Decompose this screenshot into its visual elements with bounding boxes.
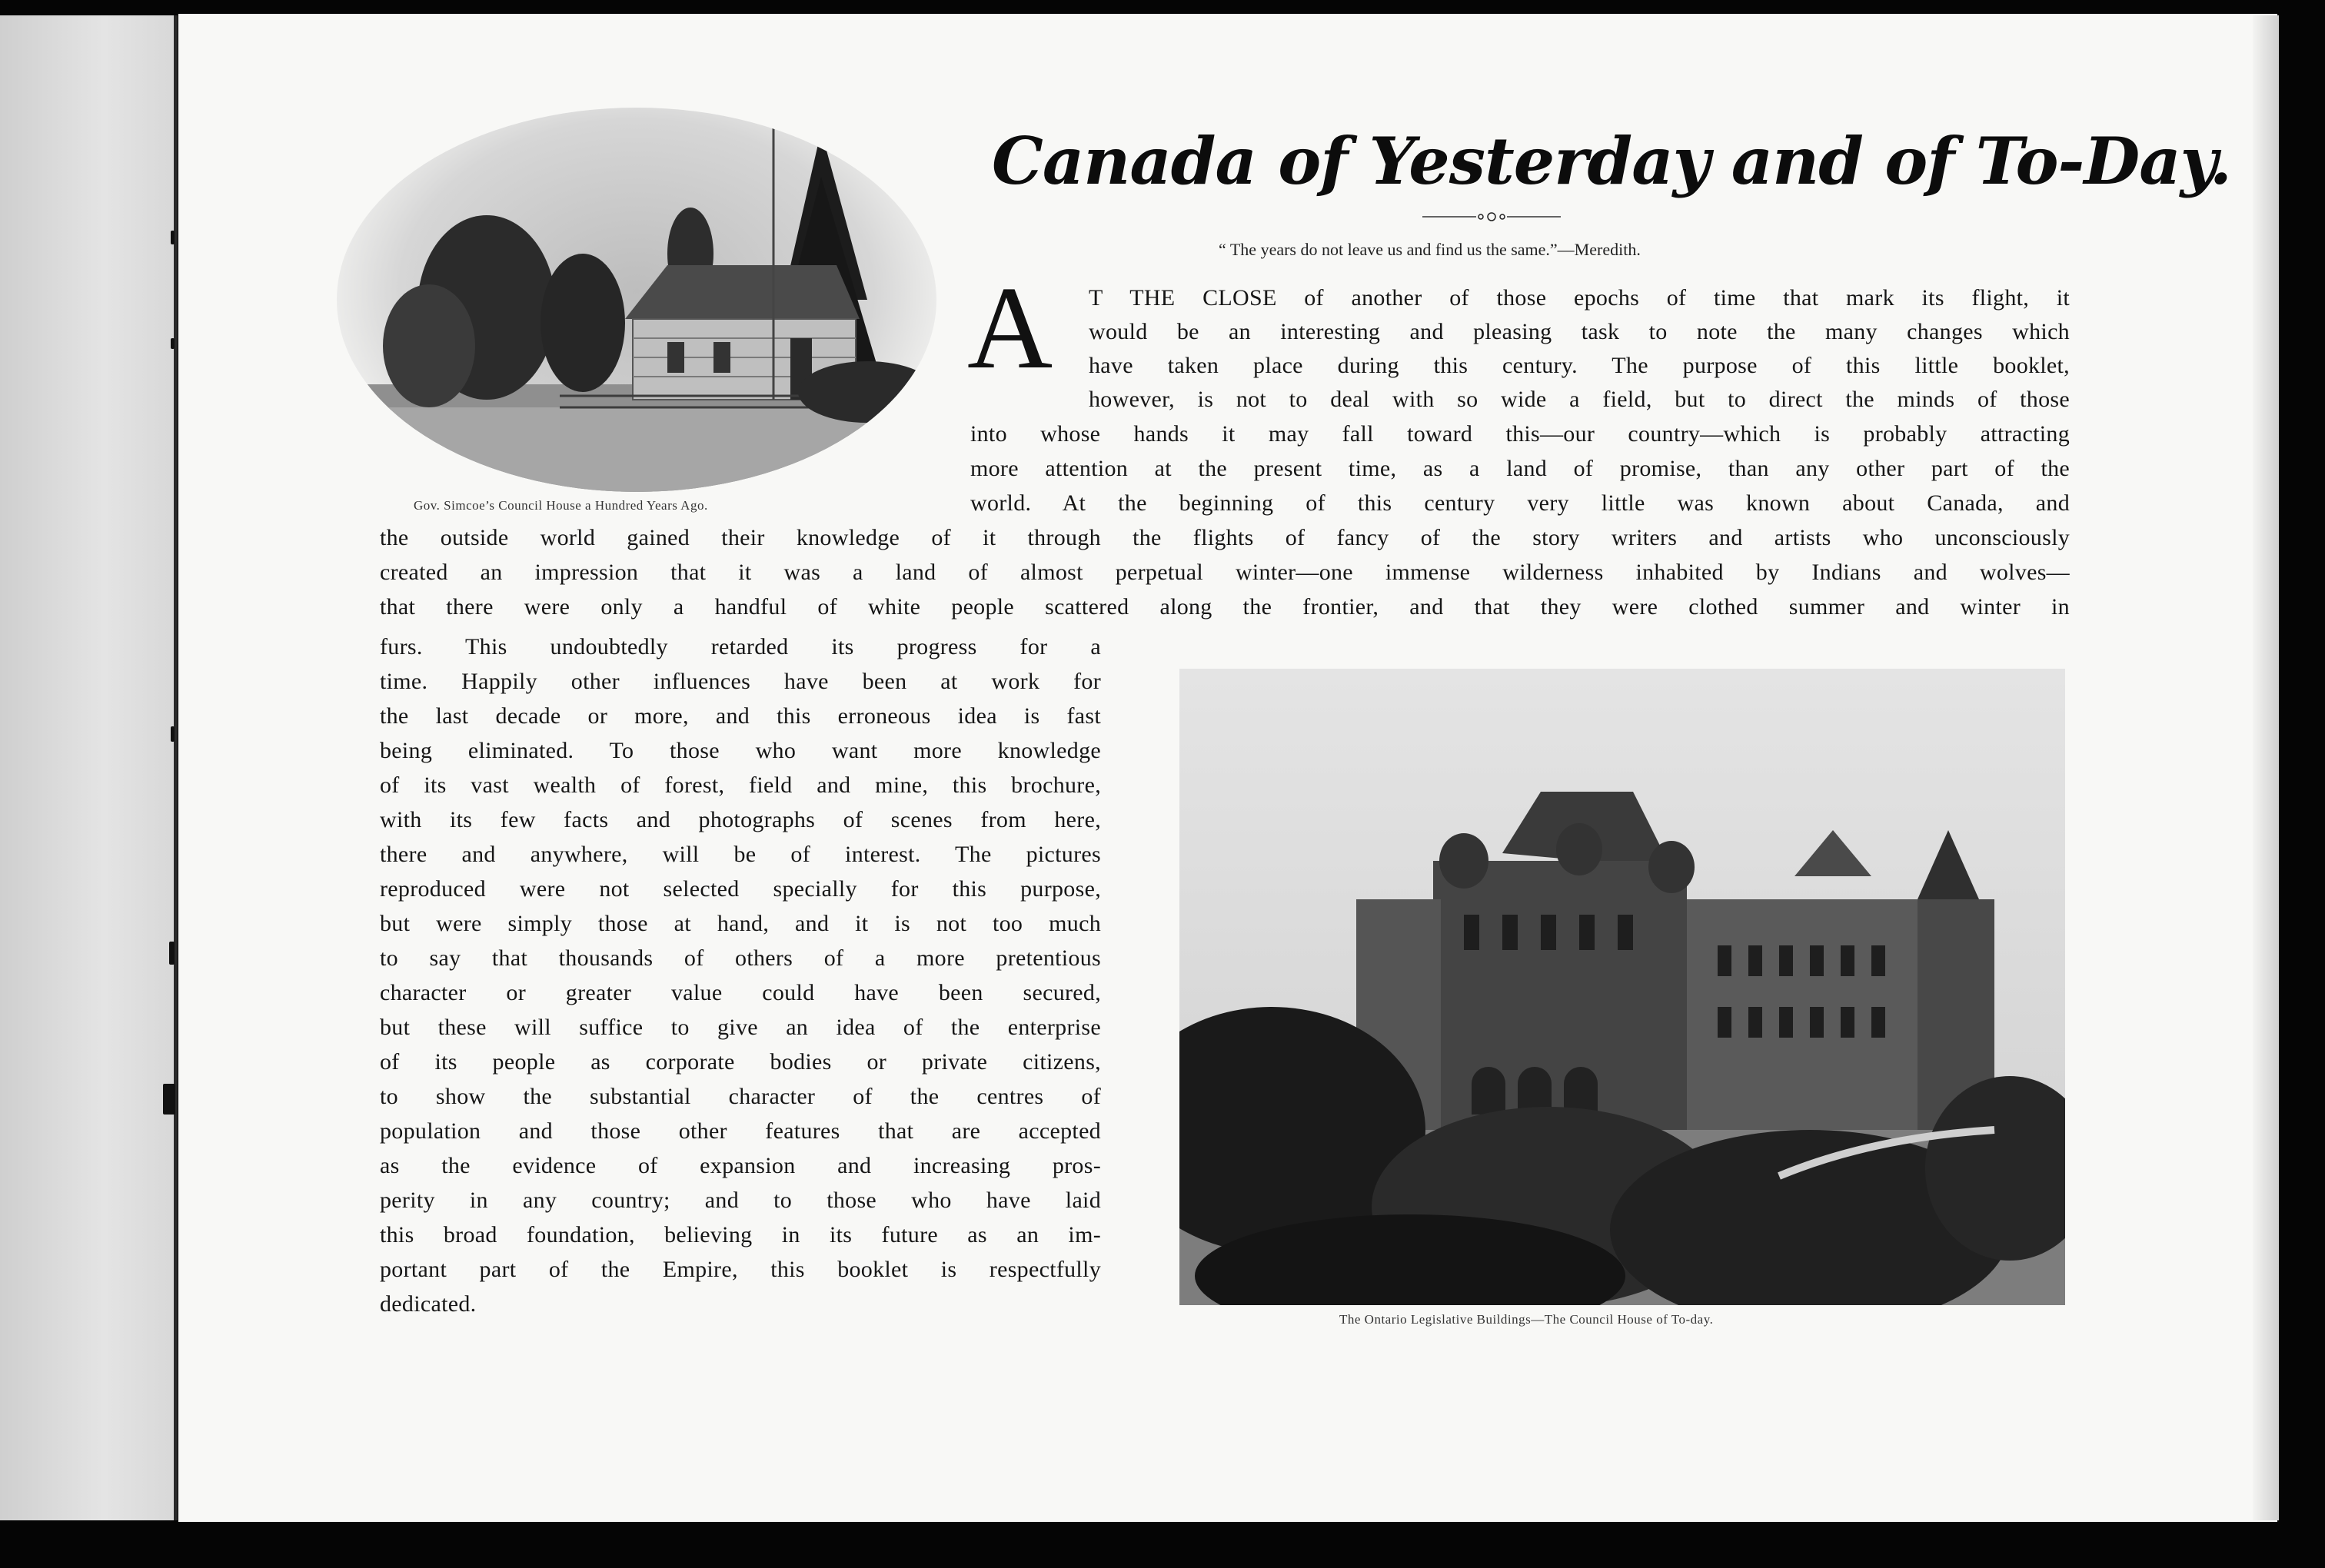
body-line: the last decade or more, and this erroneous idea is fast <box>380 703 1101 729</box>
body-line: would be an interesting and pleasing task to note the many changes which <box>1089 319 2070 344</box>
body-line: but were simply those at hand, and it is not too much <box>380 911 1101 936</box>
body-line: with its few facts and photographs of scenes from here, <box>380 807 1101 832</box>
body-line: of its people as corporate bodies or private citizens, <box>380 1049 1101 1075</box>
body-line: population and those other features that are accepted <box>380 1118 1101 1144</box>
council-house-photo <box>329 46 944 492</box>
body-line: character or greater value could have been secured, <box>380 980 1101 1005</box>
body-line: there and anywhere, will be of interest. The pictures <box>380 842 1101 867</box>
body-line: but these will suffice to give an idea of the enterprise <box>380 1015 1101 1040</box>
body-line: time. Happily other influences have been at work for <box>380 669 1101 694</box>
body-line: created an impression that it was a land of almost perpetual winter—one immense wilderness inhabited by Indians and wolves— <box>380 560 2070 585</box>
caption-right: The Ontario Legislative Buildings—The Council House of To-day. <box>1339 1312 1714 1327</box>
body-line: have taken place during this century. The purpose of this little booklet, <box>1089 353 2070 378</box>
body-line: the outside world gained their knowledge of it through the flights of fancy of the story writers and artists who unconsciously <box>380 525 2070 550</box>
binding-mark <box>171 726 175 742</box>
body-line: T THE CLOSE of another of those epochs of time that mark its flight, it <box>1089 285 2070 311</box>
body-line: to show the substantial character of the centres of <box>380 1084 1101 1109</box>
body-line: portant part of the Empire, this booklet is respectfully <box>380 1257 1101 1282</box>
binding-mark <box>163 1084 175 1115</box>
body-line: however, is not to deal with so wide a field, but to direct the minds of those <box>1089 387 2070 412</box>
body-line: reproduced were not selected specially for this purpose, <box>380 876 1101 902</box>
body-line: perity in any country; and to those who have laid <box>380 1188 1101 1213</box>
page-title: Canada of Yesterday and of To-Day. <box>992 123 2232 199</box>
ornament-divider <box>1422 209 1561 224</box>
body-line: world. At the beginning of this century very little was known about Canada, and <box>970 490 2070 516</box>
body-line: of its vast wealth of forest, field and mine, this brochure, <box>380 772 1101 798</box>
body-line: as the evidence of expansion and increasing pros- <box>380 1153 1101 1178</box>
drop-cap: A <box>967 263 1053 394</box>
body-line: more attention at the present time, as a land of promise, than any other part of the <box>970 456 2070 481</box>
legislative-buildings-photo <box>1179 669 2065 1305</box>
body-line: dedicated. <box>380 1291 477 1317</box>
epigraph: “ The years do not leave us and find us the same.”—Meredith. <box>1219 240 1641 259</box>
body-line: this broad foundation, believing in its future as an im- <box>380 1222 1101 1247</box>
page-edge-shadow <box>2253 15 2279 1520</box>
facing-page-edge <box>0 15 178 1520</box>
body-line: to say that thousands of others of a more pretentious <box>380 945 1101 971</box>
binding-mark <box>171 231 175 244</box>
body-line: being eliminated. To those who want more knowledge <box>380 738 1101 763</box>
caption-left: Gov. Simcoe’s Council House a Hundred Years Ago. <box>414 498 708 513</box>
binding-mark <box>169 942 175 965</box>
body-line: into whose hands it may fall toward this—our country—which is probably attracting <box>970 421 2070 447</box>
binding-mark <box>171 338 175 349</box>
body-line: furs. This undoubtedly retarded its progress for a <box>380 634 1101 659</box>
body-line: that there were only a handful of white people scattered along the frontier, and that they were clothed summer and winter in <box>380 594 2070 620</box>
